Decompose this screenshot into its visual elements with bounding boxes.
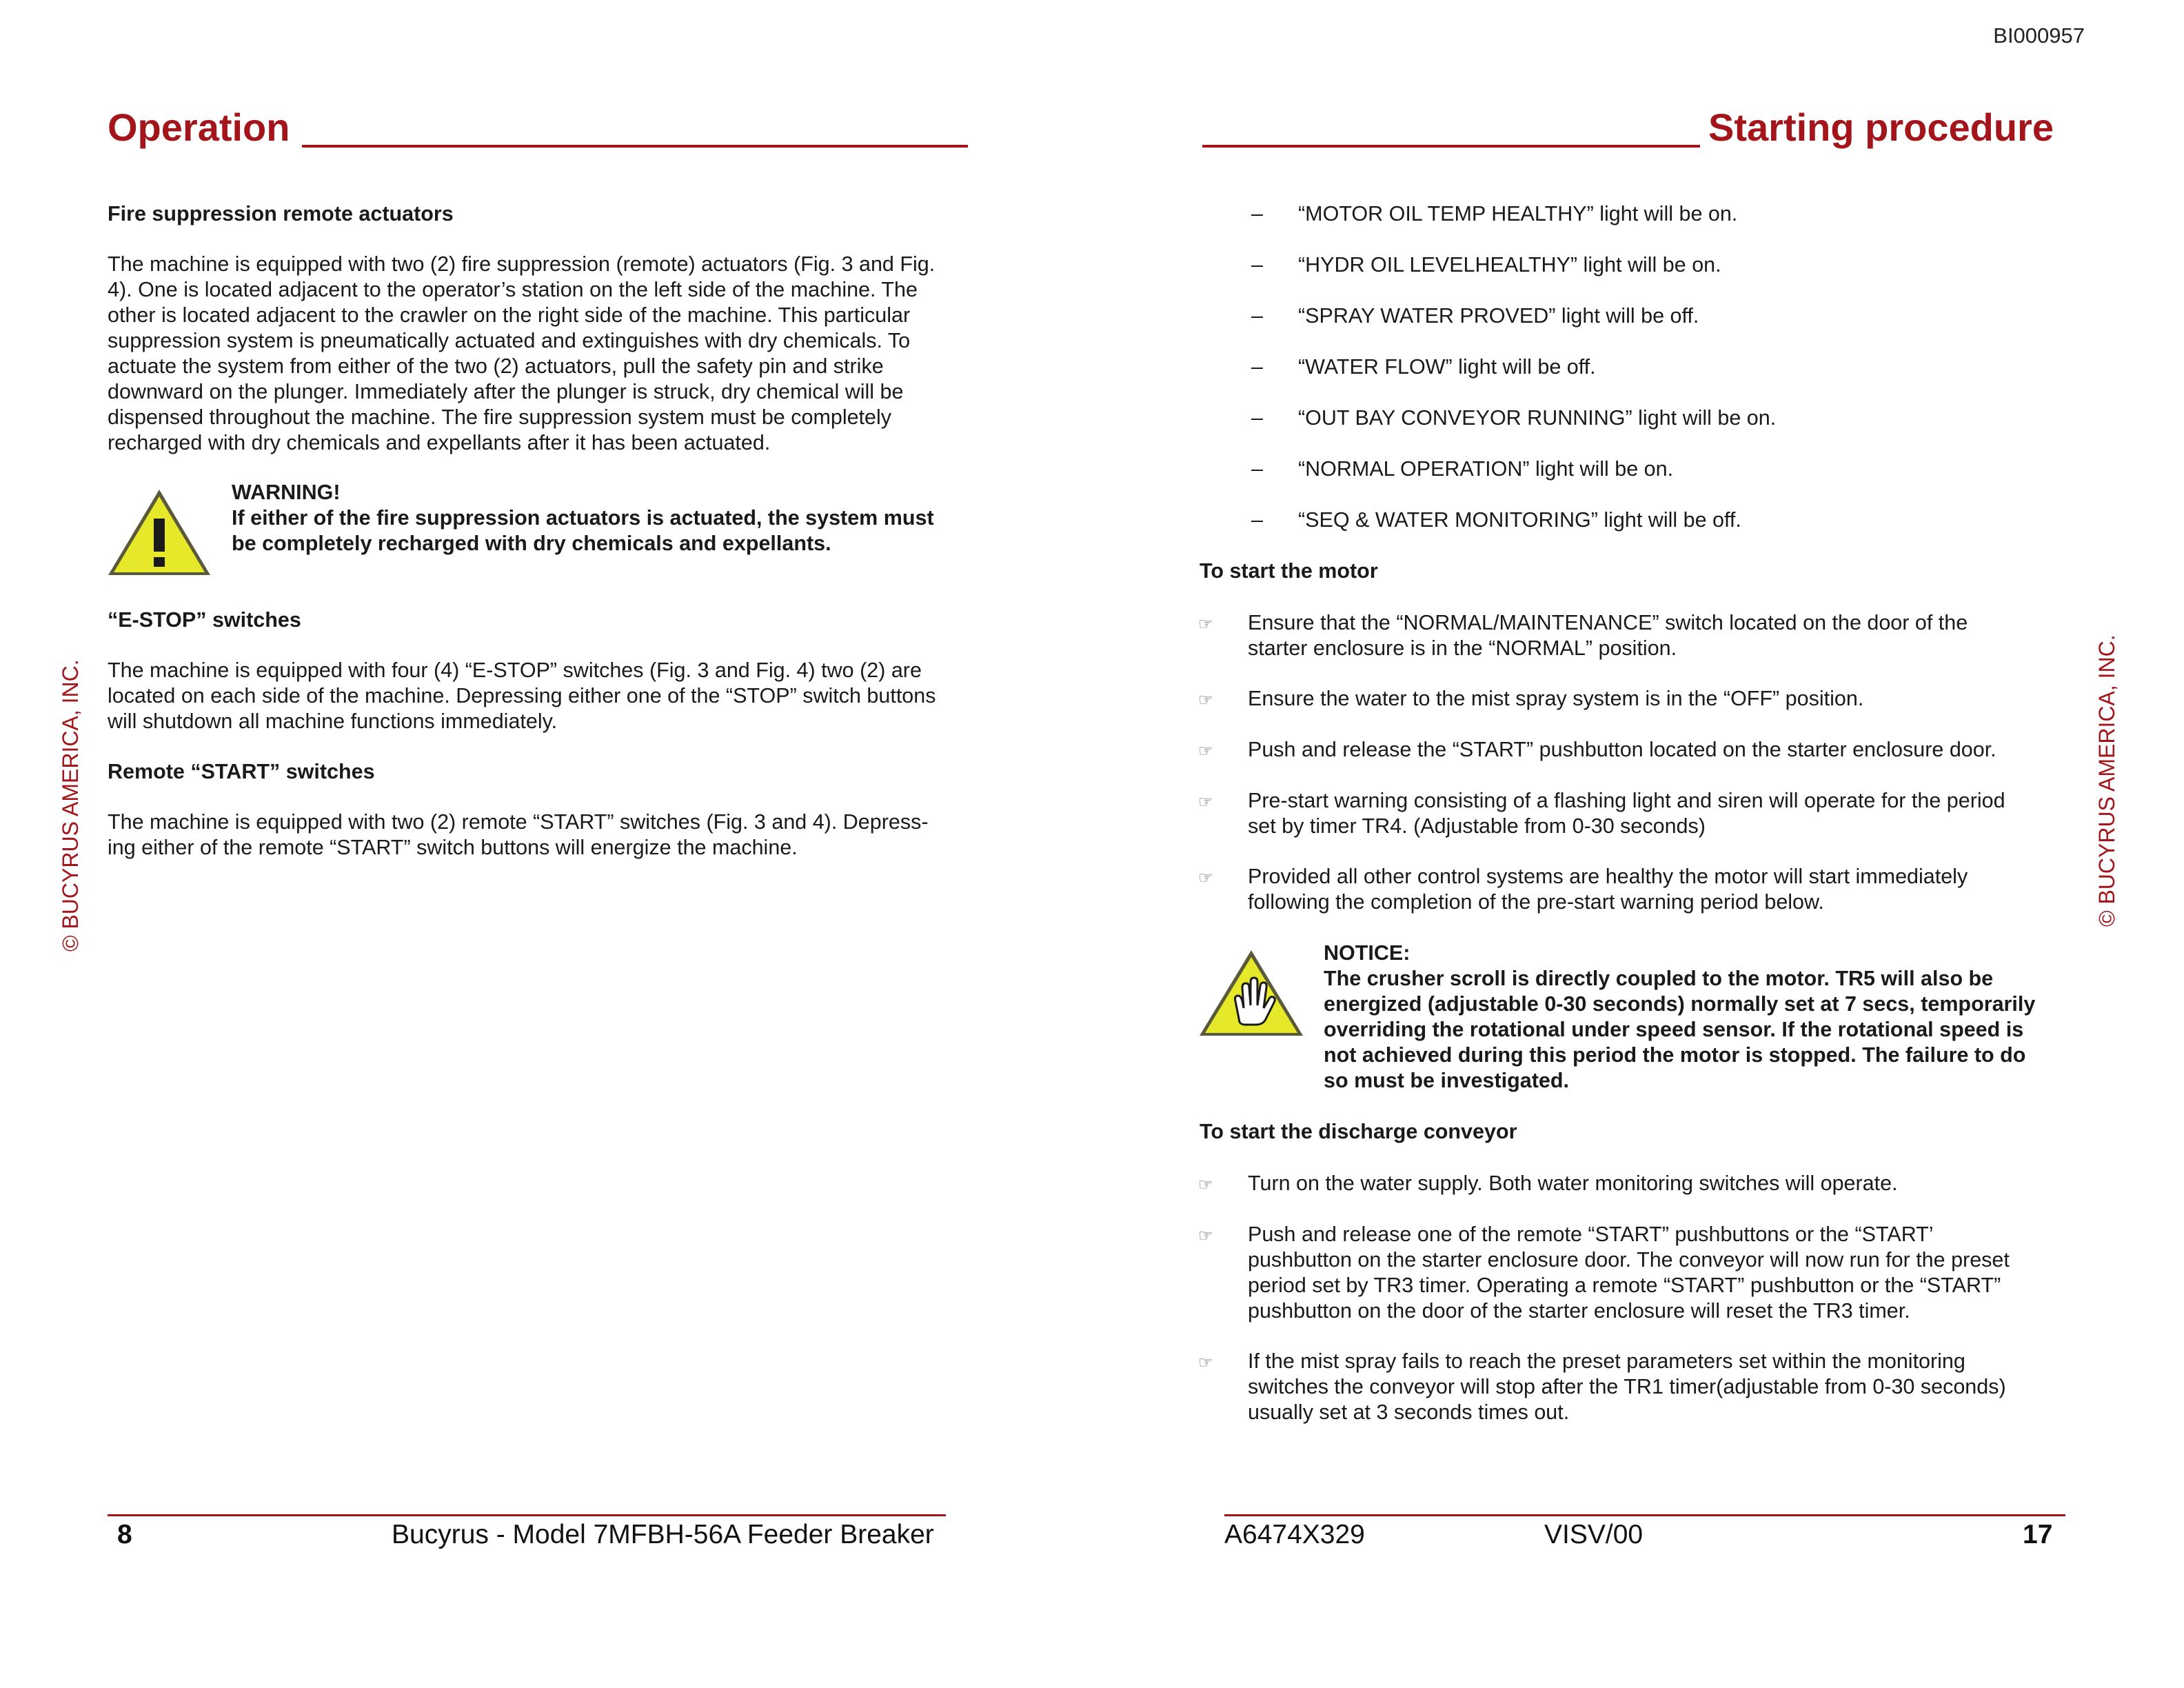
step-line: If the mist spray fails to reach the preset parameters set within the monitoring	[1248, 1349, 1965, 1373]
para-line: The machine is equipped with two (2) fire suppression (remote) actuators (Fig. 3 and Fig.	[108, 252, 936, 276]
pointing-hand-icon: ☞	[1198, 615, 1213, 634]
para-line: recharged with dry chemicals and expellants after it has been actuated.	[108, 431, 771, 454]
notice-title: NOTICE:	[1324, 941, 1410, 965]
left-copyright-sidebar: © BUCYRUS AMERICA, INC.	[58, 659, 83, 952]
right-footer-code: A6474X329	[1224, 1520, 1365, 1549]
left-column	[108, 201, 997, 456]
left-footer-rule	[108, 1514, 946, 1516]
para-line: actuate the system from either of the two (2) actuators, pull the safety pin and strike	[108, 354, 884, 378]
estop-paragraph	[108, 658, 1004, 734]
notice-line: energized (adjustable 0-30 seconds) normally set at 7 secs, temporarily	[1324, 992, 2036, 1016]
notice-line: The crusher scroll is directly coupled to the motor. TR5 will also be	[1324, 967, 1994, 990]
notice-line: not achieved during this period the motor is stopped. The failure to do	[1324, 1043, 2026, 1067]
para-line: The machine is equipped with four (4) “E-STOP” switches (Fig. 3 and Fig. 4) two (2) are	[108, 659, 922, 682]
status-light-text: “SPRAY WATER PROVED” light will be off.	[1298, 304, 1699, 328]
remote-start-section	[108, 759, 1004, 861]
right-page-title: Starting procedure	[1708, 106, 2054, 149]
pointing-hand-icon: ☞	[1198, 742, 1213, 761]
step-line: pushbutton on the door of the starter enclosure will reset the TR3 timer.	[1248, 1299, 1910, 1323]
caution-hand-icon	[1197, 947, 1306, 1040]
left-page-title: Operation	[108, 106, 290, 149]
start-conveyor-heading: To start the discharge conveyor	[1200, 1120, 1517, 1143]
step-line: switches the conveyor will stop after the TR1 timer(adjustable from 0-30 seconds)	[1248, 1375, 2006, 1398]
right-title-rule	[1202, 145, 1700, 148]
conveyor-step	[1198, 1171, 2074, 1196]
pointing-hand-icon: ☞	[1198, 1354, 1213, 1372]
dash-bullet: –	[1251, 355, 1263, 379]
para-line: 4). One is located adjacent to the operator’s station on the left side of the machine. The	[108, 278, 918, 301]
pointing-hand-icon: ☞	[1198, 1176, 1213, 1194]
left-page-number: 8	[117, 1520, 132, 1549]
fire-suppression-paragraph	[108, 252, 997, 456]
step-line: Provided all other control systems are healthy the motor will start immediately	[1248, 865, 1968, 888]
status-light-text: “OUT BAY CONVEYOR RUNNING” light will be on.	[1298, 406, 1777, 430]
conveyor-step	[1198, 1222, 2074, 1324]
estop-section	[108, 607, 1004, 734]
warning-icon	[105, 485, 214, 579]
step-line: Pre-start warning consisting of a flashing light and siren will operate for the period	[1248, 789, 2005, 812]
motor-step	[1198, 686, 2074, 712]
dash-bullet: –	[1251, 304, 1263, 328]
status-light-text: “WATER FLOW” light will be off.	[1298, 355, 1596, 379]
step-line: pushbutton on the starter enclosure door. The conveyor will now run for the preset	[1248, 1248, 2010, 1272]
right-page-number: 17	[2023, 1520, 2053, 1549]
step-line: Ensure that the “NORMAL/MAINTENANCE” switch located on the door of the	[1248, 611, 1968, 634]
remote-start-heading: Remote “START” switches	[108, 760, 375, 783]
warning-title: WARNING!	[232, 481, 341, 504]
right-footer-rule	[1224, 1514, 2065, 1516]
dash-bullet: –	[1251, 508, 1263, 532]
para-line: The machine is equipped with two (2) remote “START” switches (Fig. 3 and 4). Depress-	[108, 810, 929, 834]
step-line: following the completion of the pre-start warning period below.	[1248, 890, 1824, 914]
status-light-text: “MOTOR OIL TEMP HEALTHY” light will be on.	[1298, 202, 1738, 225]
para-line: dispensed throughout the machine. The fire suppression system must be completely	[108, 405, 892, 429]
fire-suppression-heading: Fire suppression remote actuators	[108, 202, 454, 225]
warning-box	[232, 480, 997, 556]
pointing-hand-icon: ☞	[1198, 1227, 1213, 1245]
status-light-text: “SEQ & WATER MONITORING” light will be off.	[1298, 508, 1741, 532]
para-line: ing either of the remote “START” switch buttons will energize the machine.	[108, 836, 798, 859]
step-line: usually set at 3 seconds times out.	[1248, 1400, 1570, 1424]
left-title-rule	[302, 145, 968, 148]
step-line: Push and release the “START” pushbutton located on the starter enclosure door.	[1248, 738, 1996, 761]
pointing-hand-icon: ☞	[1198, 869, 1213, 887]
dash-bullet: –	[1251, 253, 1263, 277]
para-line: other is located adjacent to the crawler on the right side of the machine. This particular	[108, 303, 911, 327]
motor-step	[1198, 737, 2074, 763]
step-line: Ensure the water to the mist spray system is in the “OFF” position.	[1248, 687, 1864, 710]
conveyor-step	[1198, 1349, 2074, 1425]
left-footer-title: Bucyrus - Model 7MFBH-56A Feeder Breaker	[392, 1520, 934, 1549]
para-line: will shutdown all machine functions immediately.	[108, 710, 558, 733]
para-line: downward on the plunger. Immediately after the plunger is struck, dry chemical will be	[108, 380, 904, 403]
status-light-text: “HYDR OIL LEVELHEALTHY” light will be on.	[1298, 253, 1721, 277]
dash-bullet: –	[1251, 202, 1263, 225]
step-line: starter enclosure is in the “NORMAL” position.	[1248, 636, 1677, 660]
dash-bullet: –	[1251, 406, 1263, 430]
para-line: suppression system is pneumatically actuated and extinguishes with dry chemicals. To	[108, 329, 911, 352]
warning-line: If either of the fire suppression actuators is actuated, the system must	[232, 506, 934, 530]
motor-step	[1198, 864, 2074, 915]
status-light-text: “NORMAL OPERATION” light will be on.	[1298, 457, 1674, 481]
pointing-hand-icon: ☞	[1198, 793, 1213, 812]
document-id: BI000957	[1993, 23, 2085, 48]
motor-step	[1198, 788, 2074, 839]
step-line: Push and release one of the remote “START” pushbuttons or the “START’	[1248, 1223, 1934, 1246]
estop-heading: “E-STOP” switches	[108, 608, 301, 632]
right-footer-revision: VISV/00	[1544, 1520, 1644, 1549]
notice-line: overriding the rotational under speed sensor. If the rotational speed is	[1324, 1018, 2024, 1041]
para-line: located on each side of the machine. Depressing either one of the “STOP” switch buttons	[108, 684, 936, 707]
step-line: set by timer TR4. (Adjustable from 0-30 seconds)	[1248, 814, 1706, 838]
step-line: Turn on the water supply. Both water monitoring switches will operate.	[1248, 1172, 1898, 1195]
notice-line: so must be investigated.	[1324, 1069, 1569, 1092]
step-line: period set by TR3 timer. Operating a remote “START” pushbutton or the “START”	[1248, 1274, 2001, 1297]
remote-start-paragraph	[108, 810, 1004, 861]
dash-bullet: –	[1251, 457, 1263, 481]
notice-box	[1324, 941, 2096, 1094]
pointing-hand-icon: ☞	[1198, 691, 1213, 710]
start-motor-heading: To start the motor	[1200, 559, 1378, 583]
right-copyright-sidebar: © BUCYRUS AMERICA, INC.	[2094, 634, 2119, 927]
motor-step	[1198, 610, 2074, 661]
warning-line: be completely recharged with dry chemicals and expellants.	[232, 532, 831, 555]
